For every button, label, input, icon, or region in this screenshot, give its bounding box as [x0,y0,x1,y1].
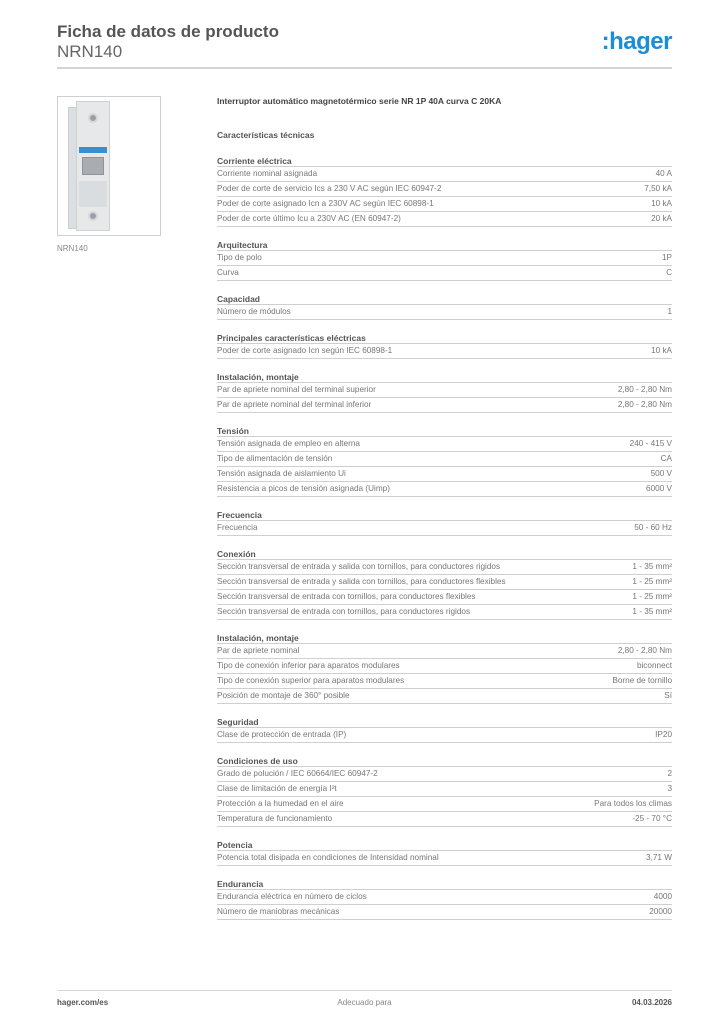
spec-value: Para todos los climas [594,799,672,808]
section-title: Frecuencia [217,509,672,521]
spec-label: Sección transversal de entrada con tornillos, para conductores rigidos [217,607,471,616]
spec-label: Poder de corte de servicio Ics a 230 V AC según IEC 60947-2 [217,184,442,193]
spec-section [217,716,672,743]
spec-value: 4000 [653,892,672,901]
spec-label: Frecuencia [217,523,258,532]
product-reference: NRN140 [57,42,123,61]
technical-characteristics-heading: Características técnicas [217,130,315,140]
spec-label: Número de módulos [217,307,291,316]
spec-label: Corriente nominal asignada [217,169,318,178]
spec-label: Clase de limitación de energía I²t [217,784,337,793]
spec-section [217,632,672,704]
spec-row [217,890,672,905]
spec-value: 1P [661,253,672,262]
spec-section [217,239,672,281]
spec-row [217,812,672,827]
section-title: Capacidad [217,293,672,305]
spec-label: Poder de corte último Icu a 230V AC (EN 60947-2) [217,214,401,223]
spec-row [217,467,672,482]
section-title: Endurancia [217,878,672,890]
page-header [57,22,672,62]
spec-row [217,437,672,452]
hager-logo: :hager [601,28,672,55]
spec-value: IP20 [655,730,672,739]
spec-label: Tipo de alimentación de tensión [217,454,333,463]
spec-row [217,575,672,590]
spec-label: Sección transversal de entrada con tornillos, para conductores flexibles [217,592,476,601]
spec-row [217,266,672,281]
spec-value: biconnect [636,661,672,670]
spec-label: Tipo de conexión inferior para aparatos modulares [217,661,400,670]
section-title: Conexión [217,548,672,560]
spec-label: Tipo de conexión superior para aparatos modulares [217,676,405,685]
spec-row [217,605,672,620]
spec-section [217,548,672,620]
spec-row [217,689,672,704]
spec-label: Grado de polución / IEC 60664/IEC 60947-2 [217,769,378,778]
spec-value: 500 V [650,469,672,478]
spec-label: Tipo de polo [217,253,262,262]
spec-value: 20 kA [651,214,672,223]
spec-row [217,728,672,743]
spec-row [217,167,672,182]
spec-section [217,155,672,227]
spec-row [217,782,672,797]
footer-suitable-for: Adecuado para [337,998,392,1007]
section-title: Principales características eléctricas [217,332,672,344]
spec-label: Par de apriete nominal del terminal inferior [217,400,372,409]
spec-value: 1 - 25 mm² [632,577,672,586]
spec-row [217,905,672,920]
website-link[interactable]: hager.com/es [57,998,109,1007]
spec-row [217,659,672,674]
spec-label: Número de maniobras mecánicas [217,907,340,916]
spec-label: Posición de montaje de 360° posible [217,691,350,700]
section-title: Condiciones de uso [217,755,672,767]
spec-section [217,332,672,359]
spec-row [217,767,672,782]
spec-row [217,851,672,866]
section-title: Corriente eléctrica [217,155,672,167]
spec-label: Poder de corte asignado Icn según IEC 60898-1 [217,346,393,355]
spec-value: 2,80 - 2,80 Nm [617,385,672,394]
spec-value: 1 [667,307,672,316]
footer-date: 04.03.2026 [631,998,672,1007]
spec-row [217,398,672,413]
spec-value: 6000 V [646,484,672,493]
spec-row [217,797,672,812]
section-title: Arquitectura [217,239,672,251]
spec-row [217,305,672,320]
spec-row [217,383,672,398]
spec-row [217,197,672,212]
spec-value: 2,80 - 2,80 Nm [617,400,672,409]
spec-value: 240 - 415 V [629,439,672,448]
spec-value: 10 kA [651,346,672,355]
spec-sections [217,155,672,920]
spec-value: 2,80 - 2,80 Nm [617,646,672,655]
spec-value: Borne de tornillo [612,676,672,685]
spec-row [217,521,672,536]
spec-label: Temperatura de funcionamiento [217,814,333,823]
page-title: Ficha de datos de producto [57,22,279,41]
spec-row [217,344,672,359]
spec-value: 1 - 35 mm² [632,562,672,571]
spec-value: 3 [667,784,672,793]
section-title: Seguridad [217,716,672,728]
spec-label: Tensión asignada de aislamiento Ui [217,469,346,478]
spec-label: Clase de protección de entrada (IP) [217,730,347,739]
spec-row [217,212,672,227]
spec-row [217,251,672,266]
footer-divider [57,990,672,991]
spec-label: Potencia total disipada en condiciones de Intensidad nominal [217,853,439,862]
spec-value: 1 - 25 mm² [632,592,672,601]
product-description: Interruptor automático magnetotérmico serie NR 1P 40A curva C 20KA [217,96,502,106]
spec-label: Protección a la humedad en el aire [217,799,344,808]
section-title: Instalación, montaje [217,371,672,383]
spec-label: Sección transversal de entrada y salida con tornillos, para conductores flexibles [217,577,506,586]
spec-row [217,560,672,575]
spec-value: 20000 [649,907,672,916]
spec-label: Poder de corte asignado Icn a 230V AC según IEC 60898-1 [217,199,434,208]
spec-row [217,644,672,659]
spec-row [217,182,672,197]
spec-row [217,482,672,497]
spec-row [217,590,672,605]
spec-label: Sección transversal de entrada y salida con tornillos, para conductores rigidos [217,562,501,571]
spec-value: 10 kA [651,199,672,208]
product-image [57,96,161,236]
spec-row [217,452,672,467]
spec-value: CA [660,454,672,463]
spec-section [217,878,672,920]
spec-value: 7,50 kA [644,184,672,193]
spec-value: 1 - 35 mm² [632,607,672,616]
spec-section [217,509,672,536]
spec-value: -25 - 70 °C [632,814,672,823]
spec-label: Curva [217,268,239,277]
circuit-breaker-icon [66,101,126,233]
header-divider [57,67,672,69]
spec-label: Par de apriete nominal del terminal superior [217,385,376,394]
section-title: Potencia [217,839,672,851]
section-title: Instalación, montaje [217,632,672,644]
spec-value: 2 [667,769,672,778]
spec-label: Par de apriete nominal [217,646,300,655]
product-details [217,95,672,920]
spec-section [217,755,672,827]
spec-label: Endurancia eléctrica en número de ciclos [217,892,367,901]
spec-section [217,293,672,320]
spec-value: 40 A [655,169,672,178]
spec-value: 50 - 60 Hz [634,523,672,532]
spec-section [217,371,672,413]
spec-section [217,425,672,497]
spec-value: 3,71 W [646,853,672,862]
spec-section [217,839,672,866]
spec-value: C [666,268,672,277]
product-image-caption: NRN140 [57,244,88,253]
spec-value: Sí [664,691,672,700]
spec-row [217,674,672,689]
spec-label: Resistencia a picos de tensión asignada (Uimp) [217,484,390,493]
section-title: Tensión [217,425,672,437]
spec-label: Tensión asignada de empleo en alterna [217,439,360,448]
